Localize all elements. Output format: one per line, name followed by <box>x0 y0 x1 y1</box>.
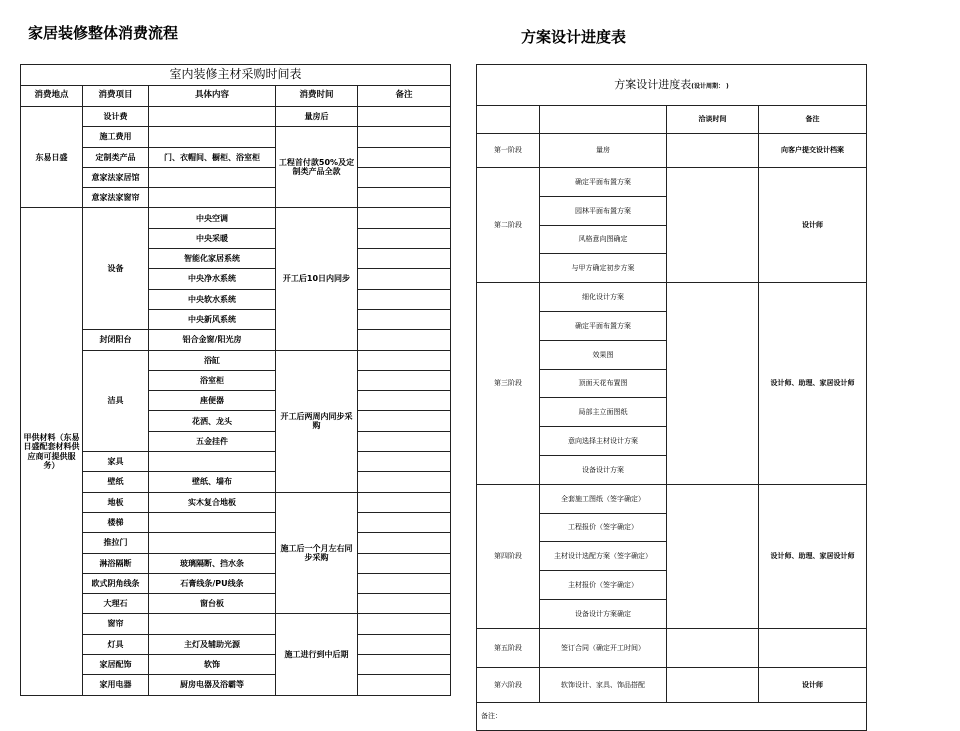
header-note: 备注 <box>759 106 867 134</box>
content-cell: 花洒、龙头 <box>149 411 276 431</box>
table-title <box>477 65 867 106</box>
header-item: 消费项目 <box>83 86 149 107</box>
place-cell: 东易日盛 <box>21 107 83 208</box>
note-cell: 设计师、助理、家居设计师 <box>759 484 867 628</box>
note-cell <box>358 655 451 675</box>
content-cell: 门、衣帽间、橱柜、浴室柜 <box>149 147 276 167</box>
note-cell: 设计师 <box>759 168 867 283</box>
meeting-time-cell <box>667 628 759 667</box>
note-cell <box>358 309 451 329</box>
content-cell: 中央新风系统 <box>149 309 276 329</box>
meeting-time-cell <box>667 283 759 485</box>
content-cell: 石膏线条/PU线条 <box>149 573 276 593</box>
note-cell <box>358 208 451 228</box>
item-cell: 家具 <box>83 452 149 472</box>
note-cell <box>358 573 451 593</box>
meeting-time-cell <box>667 484 759 628</box>
meeting-time-cell <box>667 134 759 168</box>
place-cell: 甲供材料（东易日盛配套材料供应商可提供服务） <box>21 208 83 695</box>
content-cell <box>149 167 276 187</box>
content-cell: 厨房电器及浴霸等 <box>149 675 276 695</box>
task-cell: 量房 <box>540 134 667 168</box>
content-cell: 主灯及辅助光源 <box>149 634 276 654</box>
right-heading: 方案设计进度表 <box>521 28 627 46</box>
header-task <box>540 106 667 134</box>
item-cell: 淋浴隔断 <box>83 553 149 573</box>
note-cell <box>759 628 867 667</box>
note-cell <box>358 188 451 208</box>
item-cell: 封闭阳台 <box>83 330 149 350</box>
time-cell: 开工后10日内同步 <box>276 208 358 350</box>
content-cell <box>149 614 276 634</box>
item-cell: 施工费用 <box>83 127 149 147</box>
remark-row: 备注： <box>477 702 867 730</box>
note-cell <box>358 107 451 127</box>
note-cell <box>358 391 451 411</box>
item-cell: 洁具 <box>83 350 149 451</box>
note-cell <box>358 472 451 492</box>
content-cell: 中央软水系统 <box>149 289 276 309</box>
item-cell: 设计费 <box>83 107 149 127</box>
note-cell <box>358 249 451 269</box>
header-note: 备注 <box>358 86 451 107</box>
meeting-time-cell <box>667 667 759 702</box>
task-cell: 主材设计选配方案（签字确定） <box>540 542 667 571</box>
note-cell <box>358 350 451 370</box>
header-meeting-time: 洽谈时间 <box>667 106 759 134</box>
note-cell <box>358 289 451 309</box>
note-cell <box>358 127 451 147</box>
item-cell: 欧式阴角线条 <box>83 573 149 593</box>
note-cell <box>358 167 451 187</box>
item-cell: 壁纸 <box>83 472 149 492</box>
content-cell: 中央空调 <box>149 208 276 228</box>
content-cell: 窗台板 <box>149 594 276 614</box>
item-cell: 家居配饰 <box>83 655 149 675</box>
task-cell: 确定平面布置方案 <box>540 311 667 340</box>
note-cell: 设计师 <box>759 667 867 702</box>
content-cell: 壁纸、墙布 <box>149 472 276 492</box>
task-cell: 效果图 <box>540 340 667 369</box>
header-place: 消费地点 <box>21 86 83 107</box>
note-cell: 向客户提交设计档案 <box>759 134 867 168</box>
item-cell: 大理石 <box>83 594 149 614</box>
design-progress-table <box>476 64 867 731</box>
note-cell <box>358 269 451 289</box>
task-cell: 园林平面布置方案 <box>540 196 667 225</box>
time-cell: 开工后两周内同步采购 <box>276 350 358 492</box>
stage-cell: 第五阶段 <box>477 628 540 667</box>
task-cell: 与甲方确定初步方案 <box>540 254 667 283</box>
item-cell: 意家法家窗帘 <box>83 188 149 208</box>
progress-title: 方案设计进度表 <box>614 77 692 91</box>
task-cell: 确定平面布置方案 <box>540 168 667 197</box>
note-cell <box>358 492 451 512</box>
content-cell: 浴缸 <box>149 350 276 370</box>
content-cell: 浴室柜 <box>149 370 276 390</box>
item-cell: 意家法家居馆 <box>83 167 149 187</box>
note-cell <box>358 147 451 167</box>
task-cell: 意向选择主材设计方案 <box>540 427 667 456</box>
item-cell: 设备 <box>83 208 149 330</box>
time-cell: 量房后 <box>276 107 358 127</box>
content-cell: 五金挂件 <box>149 431 276 451</box>
task-cell: 风格意向图确定 <box>540 225 667 254</box>
note-cell <box>358 411 451 431</box>
content-cell <box>149 533 276 553</box>
time-cell: 工程首付款50%及定制类产品全款 <box>276 127 358 208</box>
content-cell: 智能化家居系统 <box>149 249 276 269</box>
stage-cell: 第六阶段 <box>477 667 540 702</box>
content-cell: 玻璃隔断、挡水条 <box>149 553 276 573</box>
item-cell: 楼梯 <box>83 512 149 532</box>
note-cell <box>358 431 451 451</box>
note-cell <box>358 452 451 472</box>
task-cell: 设备设计方案确定 <box>540 599 667 628</box>
left-heading: 家居装修整体消费流程 <box>28 24 179 42</box>
content-cell <box>149 107 276 127</box>
item-cell: 地板 <box>83 492 149 512</box>
note-cell <box>358 594 451 614</box>
note-cell <box>358 634 451 654</box>
stage-cell: 第四阶段 <box>477 484 540 628</box>
note-cell <box>358 533 451 553</box>
design-cycle-label: (设计周期： ) <box>691 82 729 90</box>
task-cell: 软饰设计、家具、饰品搭配 <box>540 667 667 702</box>
stage-cell: 第二阶段 <box>477 168 540 283</box>
header-stage <box>477 106 540 134</box>
note-cell <box>358 675 451 695</box>
item-cell: 定制类产品 <box>83 147 149 167</box>
content-cell: 软饰 <box>149 655 276 675</box>
note-cell <box>358 330 451 350</box>
task-cell: 主材报价（签字确定） <box>540 571 667 600</box>
task-cell: 顶面天花布置图 <box>540 369 667 398</box>
content-cell: 座便器 <box>149 391 276 411</box>
note-cell: 设计师、助理、家居设计师 <box>759 283 867 485</box>
task-cell: 全套施工图纸（签字确定） <box>540 484 667 513</box>
content-cell <box>149 512 276 532</box>
header-time: 消费时间 <box>276 86 358 107</box>
content-cell: 中央采暖 <box>149 228 276 248</box>
note-cell <box>358 512 451 532</box>
content-cell <box>149 127 276 147</box>
item-cell: 窗帘 <box>83 614 149 634</box>
content-cell <box>149 188 276 208</box>
time-cell: 施工后一个月左右同步采购 <box>276 492 358 614</box>
stage-cell: 第一阶段 <box>477 134 540 168</box>
task-cell: 细化设计方案 <box>540 283 667 312</box>
note-cell <box>358 553 451 573</box>
stage-cell: 第三阶段 <box>477 283 540 485</box>
item-cell: 家用电器 <box>83 675 149 695</box>
item-cell: 灯具 <box>83 634 149 654</box>
content-cell <box>149 452 276 472</box>
content-cell: 实木复合地板 <box>149 492 276 512</box>
task-cell: 签订合同（确定开工时间） <box>540 628 667 667</box>
content-cell: 中央净水系统 <box>149 269 276 289</box>
task-cell: 工程报价（签字确定） <box>540 513 667 542</box>
meeting-time-cell <box>667 168 759 283</box>
note-cell <box>358 614 451 634</box>
header-content: 具体内容 <box>149 86 276 107</box>
item-cell: 推拉门 <box>83 533 149 553</box>
content-cell: 铝合金窗/阳光房 <box>149 330 276 350</box>
task-cell: 设备设计方案 <box>540 455 667 484</box>
time-cell: 施工进行到中后期 <box>276 614 358 695</box>
note-cell <box>358 370 451 390</box>
note-cell <box>358 228 451 248</box>
material-purchase-table <box>20 64 451 696</box>
table-title: 室内装修主材采购时间表 <box>21 65 451 86</box>
task-cell: 局部主立面图纸 <box>540 398 667 427</box>
